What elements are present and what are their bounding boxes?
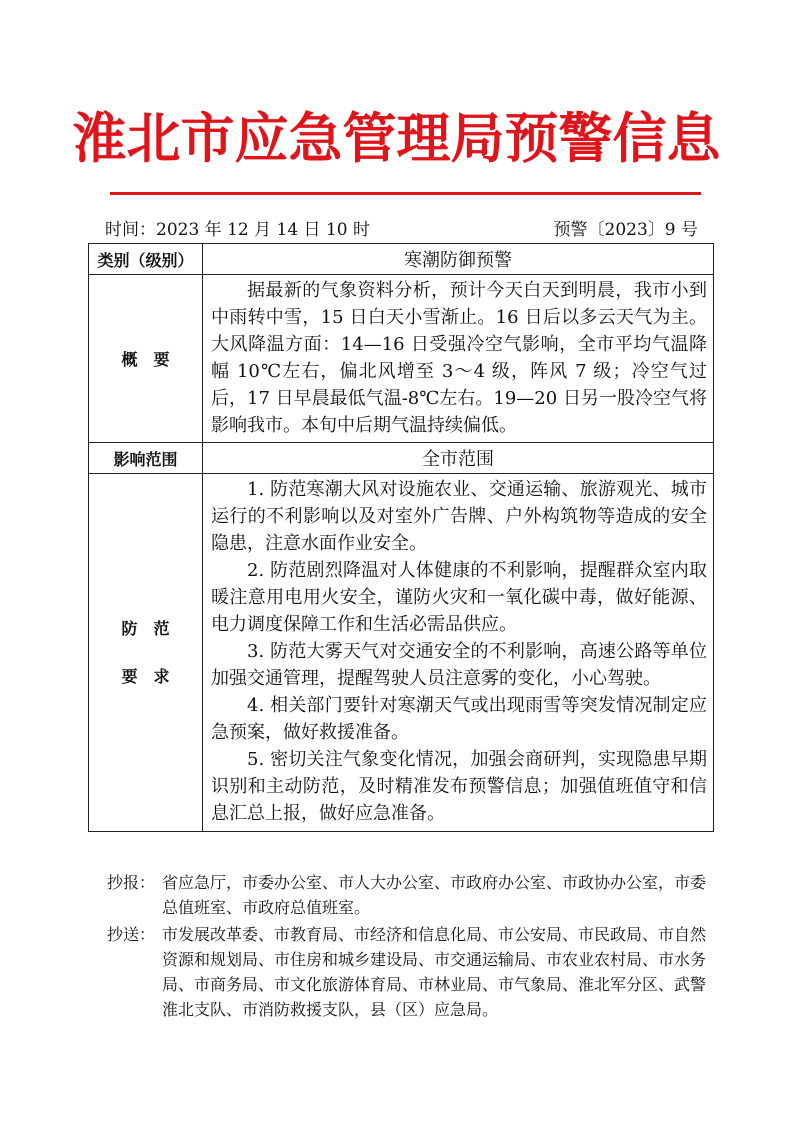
requirements-label-line2: 要 求 <box>121 666 170 686</box>
warning-table <box>88 243 714 832</box>
scope-value: 全市范围 <box>203 443 714 474</box>
category-value: 寒潮防御预警 <box>203 244 714 275</box>
title-rule <box>110 192 701 195</box>
table-row <box>89 244 714 275</box>
requirements-label-line1: 防 范 <box>121 618 170 638</box>
requirement-item: 1. 防范寒潮大风对设施农业、交通运输、旅游观光、城市运行的不利影响以及对室外广告牌、户外构筑物等造成的安全隐患，注意水面作业安全。 <box>211 479 707 554</box>
table-row <box>89 474 714 832</box>
cc-send <box>107 922 707 1022</box>
scope-label: 影响范围 <box>89 443 203 474</box>
requirement-item: 4. 相关部门要针对寒潮天气或出现雨雪等突发情况制定应急预案，做好救援准备。 <box>211 695 707 743</box>
cc-report-text: 省应急厅，市委办公室、市人大办公室、市政府办公室、市政协办公室，市委总值班室、市政府总值班室。 <box>162 873 707 917</box>
summary-label: 概 要 <box>89 275 203 443</box>
table-row <box>89 443 714 474</box>
requirements-cell <box>203 474 714 832</box>
issue-time: 时间：2023 年 12 月 14 日 10 时 <box>105 220 370 240</box>
cc-send-key: 抄送： <box>107 925 156 944</box>
document-title: 淮北市应急管理局预警信息 <box>72 107 721 170</box>
table-row <box>89 275 714 443</box>
requirement-item: 3. 防范大雾天气对交通安全的不利影响，高速公路等单位加强交通管理，提醒驾驶人员注意雾的变化，小心驾驶。 <box>211 641 707 689</box>
cc-report <box>107 870 707 920</box>
requirement-item: 5. 密切关注气象变化情况，加强会商研判，实现隐患早期识别和主动防范，及时精准发布预警信息；加强值班值守和信息汇总上报，做好应急准备。 <box>211 749 707 824</box>
requirement-item: 2. 防范剧烈降温对人体健康的不利影响，提醒群众室内取暖注意用电用火安全，谨防火灾和一氧化碳中毒，做好能源、电力调度保障工作和生活必需品供应。 <box>211 560 707 635</box>
summary-cell <box>203 275 714 443</box>
distribution-list <box>107 870 707 1024</box>
cc-send-text: 市发展改革委、市教育局、市经济和信息化局、市公安局、市民政局、市自然资源和规划局、市住房和城乡建设局、市交通运输局、市农业农村局、市水务局、市商务局、市文化旅游体育局、市林业局、市气象局、淮北军分区、武警淮北支队、市消防救援支队，县（区）应急局。 <box>162 925 707 1019</box>
summary-text: 据最新的气象资料分析，预计今天白天到明晨，我市小到中雨转中雪，15 日白天小雪渐止。16 日后以多云天气为主。大风降温方面：14—16 日受强冷空气影响，全市平均气温降幅 10℃左右，偏北风增至 3～4 级，阵风 7 级；冷空气过后，17 日早晨最低气温-8℃左右。19—20 日另一股冷空气将影响我市。本旬中后期气温持续偏低。 <box>211 280 707 436</box>
category-label: 类别（级别） <box>89 244 203 275</box>
cc-report-key: 抄报： <box>107 873 156 892</box>
document-number: 预警〔2023〕9 号 <box>553 220 698 240</box>
requirements-label <box>89 474 203 832</box>
meta-line <box>105 218 698 242</box>
